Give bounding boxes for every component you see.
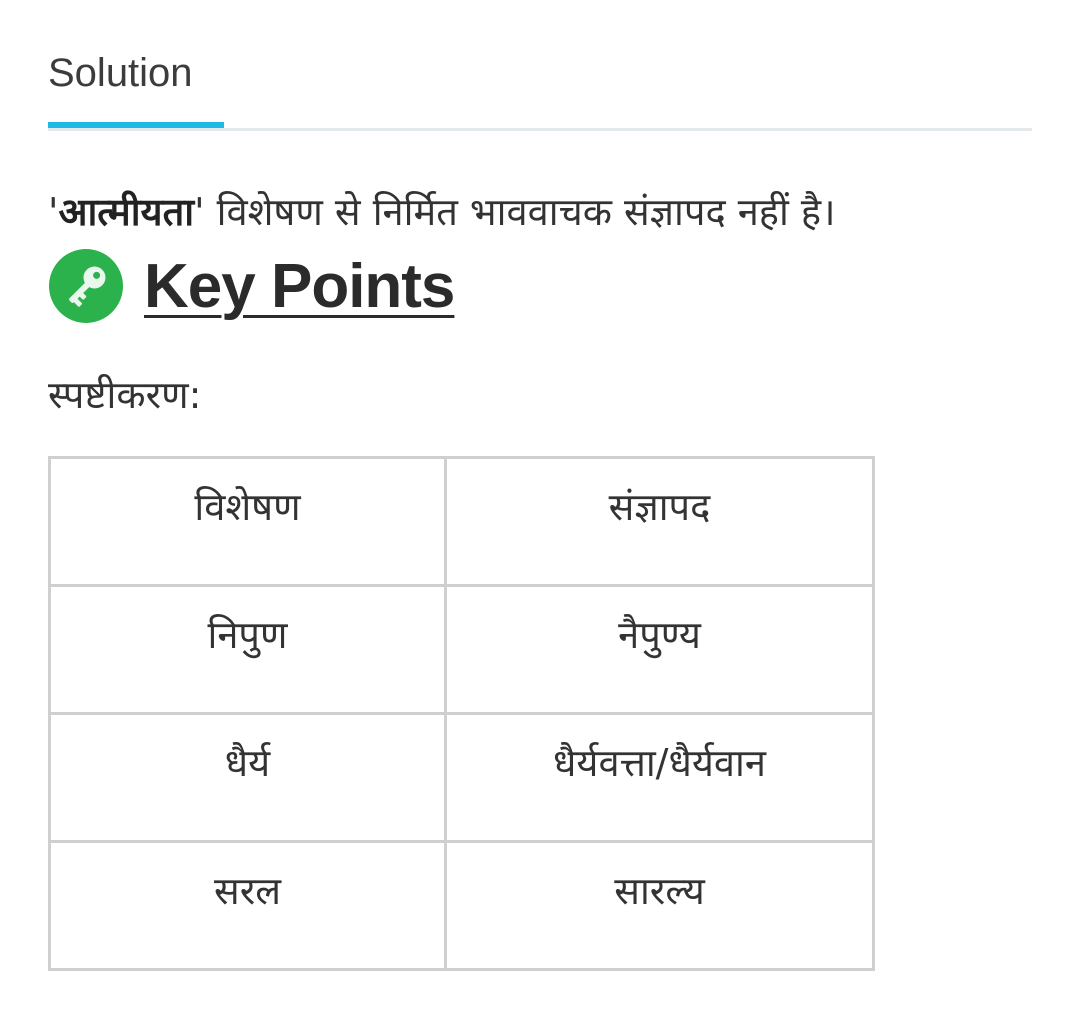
table-row — [50, 586, 874, 714]
answer-rest: ' विशेषण से निर्मित भाववाचक संज्ञापद नहीं है। — [194, 190, 836, 234]
table-header-cell: संज्ञापद — [446, 458, 874, 586]
key-icon — [48, 248, 124, 324]
explanation-label: स्पष्टीकरण: — [48, 373, 202, 417]
table-cell: निपुण — [50, 586, 446, 714]
tab-solution[interactable]: Solution — [48, 51, 193, 95]
table-cell: धैर्यवत्ता/धैर्यवान — [446, 714, 874, 842]
solution-tab-bar — [48, 40, 1032, 132]
table-header-cell: विशेषण — [50, 458, 446, 586]
key-points-title: Key Points — [144, 251, 455, 321]
answer-quote-open: ' — [48, 190, 59, 234]
table-cell: सारल्य — [446, 842, 874, 970]
table-row — [50, 842, 874, 970]
table-header-row — [50, 458, 874, 586]
table-row — [50, 714, 874, 842]
table-cell: नैपुण्य — [446, 586, 874, 714]
table-cell: धैर्य — [50, 714, 446, 842]
adjective-noun-table — [48, 456, 875, 971]
answer-statement — [48, 186, 1058, 238]
tab-divider — [48, 128, 1032, 131]
key-points-heading — [48, 248, 454, 324]
table-cell: सरल — [50, 842, 446, 970]
answer-bold-word: आत्मीयता — [58, 190, 195, 234]
